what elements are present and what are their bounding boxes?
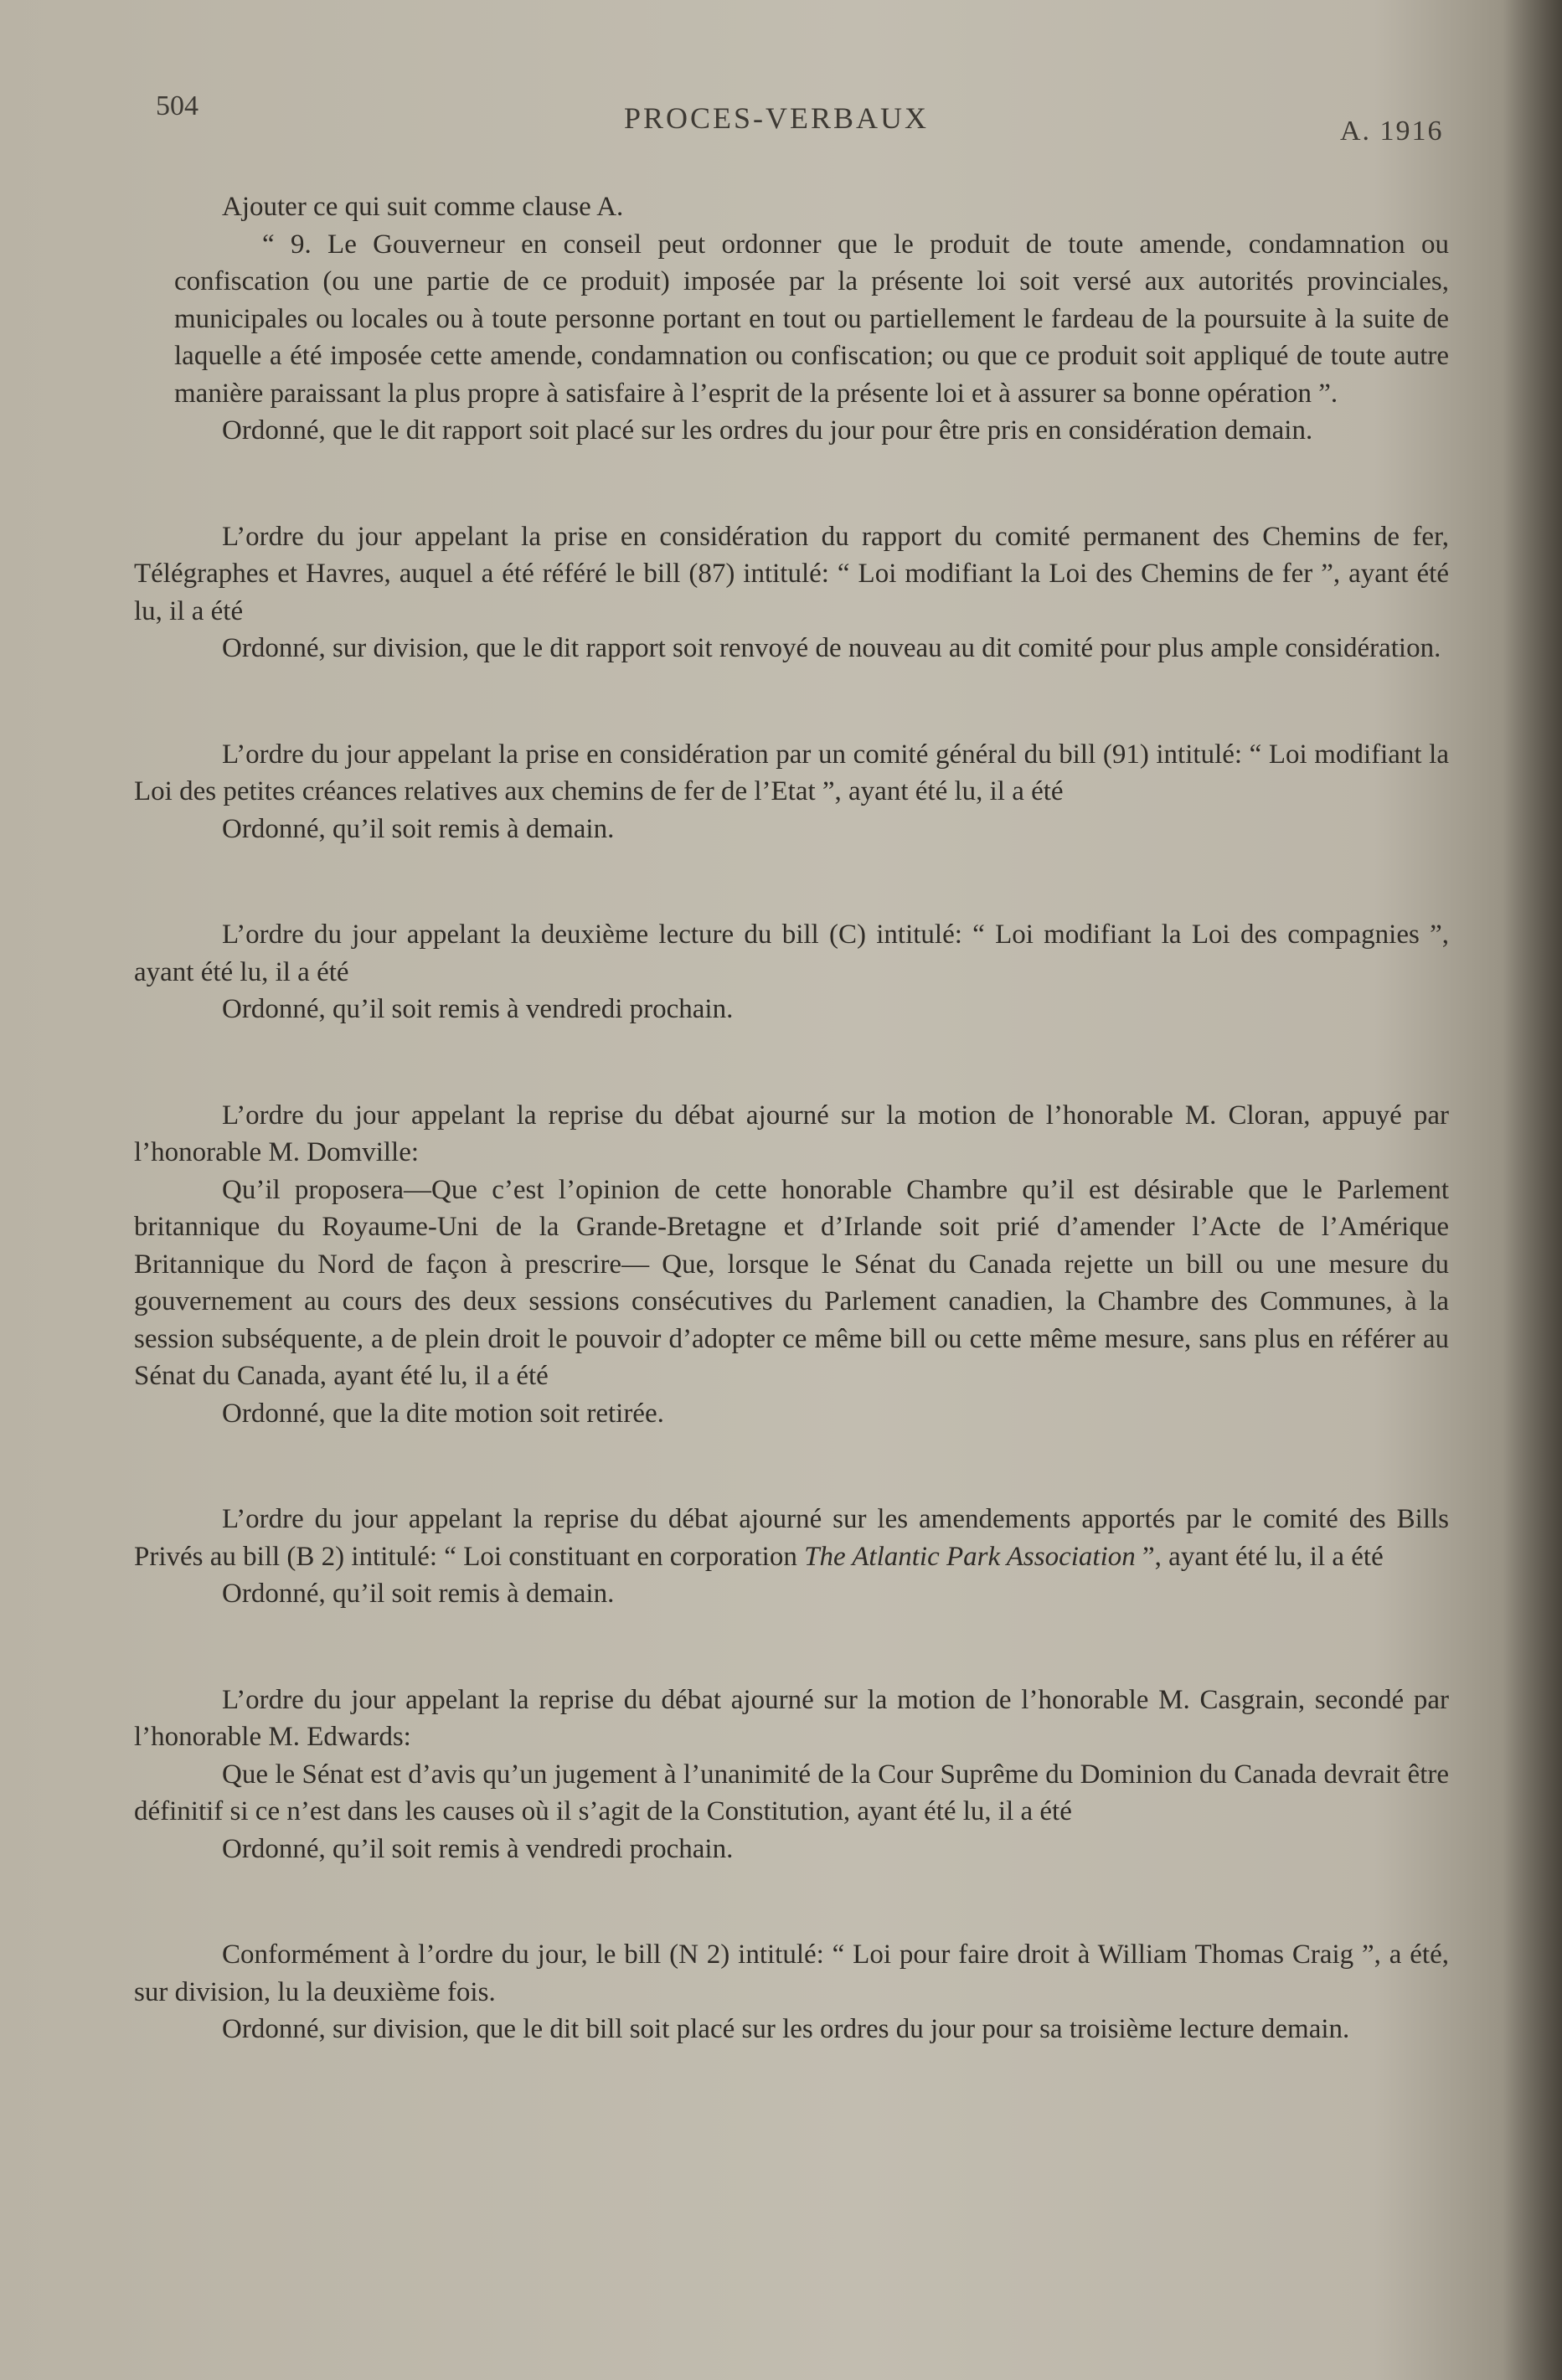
page-edge-shadow: [1503, 0, 1562, 2380]
running-title: PROCES-VERBAUX: [624, 101, 930, 135]
paragraph: [134, 1501, 1449, 1575]
paragraph-text: ”, ayant été lu, il a été: [1135, 1541, 1384, 1572]
italic-association-name: The Atlantic Park Association: [804, 1541, 1136, 1572]
paragraph: L’ordre du jour appelant la reprise du débat ajourné sur la motion de l’honorable M. Cloran, appuyé par l’honorable M. Domville:: [134, 1100, 1449, 1167]
paragraph-text: L’ordre du jour appelant la reprise du débat ajourné sur les amendements apportés par le comité des Bills Privés au bill (B 2) intitulé: “ Loi constituant en corporation: [134, 1504, 1449, 1572]
paragraph: Ordonné, sur division, que le dit rapport soit renvoyé de nouveau au dit comité pour plus ample considération.: [222, 633, 1441, 663]
paragraph: Ordonné, que la dite motion soit retirée.: [222, 1398, 664, 1429]
paragraph: L’ordre du jour appelant la reprise du débat ajourné sur la motion de l’honorable M. Casgrain, secondé par l’honorable M. Edwards:: [134, 1684, 1449, 1752]
motion-text: Qu’il proposera—Que c’est l’opinion de cette honorable Chambre qu’il est désirable que le Parlement britannique du Royaume-Uni de la Grande-Bretagne et d’Irlande soit prié d’amender l’Acte de l’Amérique Britannique du Nord de façon à prescrire— Que, lorsque le Sénat du Canada rejette un bill ou une mesure du gouvernement au cours des deux sessions consécutives du Parlement canadien, la Chambre des Communes, à la session subséquente, a de plein droit le pouvoir d’adopter ce même bill ou cette même mesure, sans plus en référer au Sénat du Canada, ayant été lu, il a été: [134, 1174, 1449, 1391]
paragraph: Ajouter ce qui suit comme clause A.: [222, 192, 624, 222]
paragraph: Ordonné, qu’il soit remis à demain.: [222, 1579, 615, 1609]
paragraph: L’ordre du jour appelant la prise en considération du rapport du comité permanent des Chemins de fer, Télégraphes et Havres, auquel a été référé le bill (87) intitulé: “ Loi modifiant la Loi des Chemins de fer ”, ayant été lu, il a été: [134, 521, 1449, 626]
paragraph: Ordonné, qu’il soit remis à vendredi prochain.: [222, 994, 734, 1024]
paragraph: Conformément à l’ordre du jour, le bill (N 2) intitulé: “ Loi pour faire droit à William Thomas Craig ”, a été, sur division, lu la deuxième fois.: [134, 1940, 1449, 2007]
paragraph: Ordonné, qu’il soit remis à demain.: [222, 813, 615, 844]
quoted-clause: “ 9. Le Gouverneur en conseil peut ordonner que le produit de toute amende, condamnation ou confiscation (ou une partie de ce produit) imposée par la présente loi soit versé aux autorités provinciales, municipales ou locales ou à toute personne portant en tout ou partiellement le fardeau de la poursuite à la suite de laquelle a été imposée cette amende, condamnation ou confiscation; ou que ce produit soit appliqué de toute autre manière paraissant la plus propre à satisfaire à l’esprit de la présente loi et à assurer sa bonne opération ”.: [174, 229, 1449, 409]
page-body: [134, 188, 1449, 2048]
session-year: A. 1916: [1340, 116, 1444, 147]
paragraph: Ordonné, sur division, que le dit bill soit placé sur les ordres du jour pour sa troisième lecture demain.: [222, 2014, 1350, 2044]
page-header: [0, 0, 1562, 167]
motion-text: Que le Sénat est d’avis qu’un jugement à l’unanimité de la Cour Suprême du Dominion du Canada devrait être définitif si ce n’est dans les causes où il s’agit de la Constitution, ayant été lu, il a été: [134, 1759, 1449, 1826]
paragraph: L’ordre du jour appelant la prise en considération par un comité général du bill (91) intitulé: “ Loi modifiant la Loi des petites créances relatives aux chemins de fer de l’Etat ”, ayant été lu, il a été: [134, 739, 1449, 806]
paragraph: L’ordre du jour appelant la deuxième lecture du bill (C) intitulé: “ Loi modifiant la Loi des compagnies ”, ayant été lu, il a été: [134, 920, 1449, 987]
paragraph: Ordonné, que le dit rapport soit placé sur les ordres du jour pour être pris en considération demain.: [222, 415, 1313, 446]
page-number: 504: [156, 90, 198, 121]
paragraph: Ordonné, qu’il soit remis à vendredi prochain.: [222, 1833, 734, 1864]
